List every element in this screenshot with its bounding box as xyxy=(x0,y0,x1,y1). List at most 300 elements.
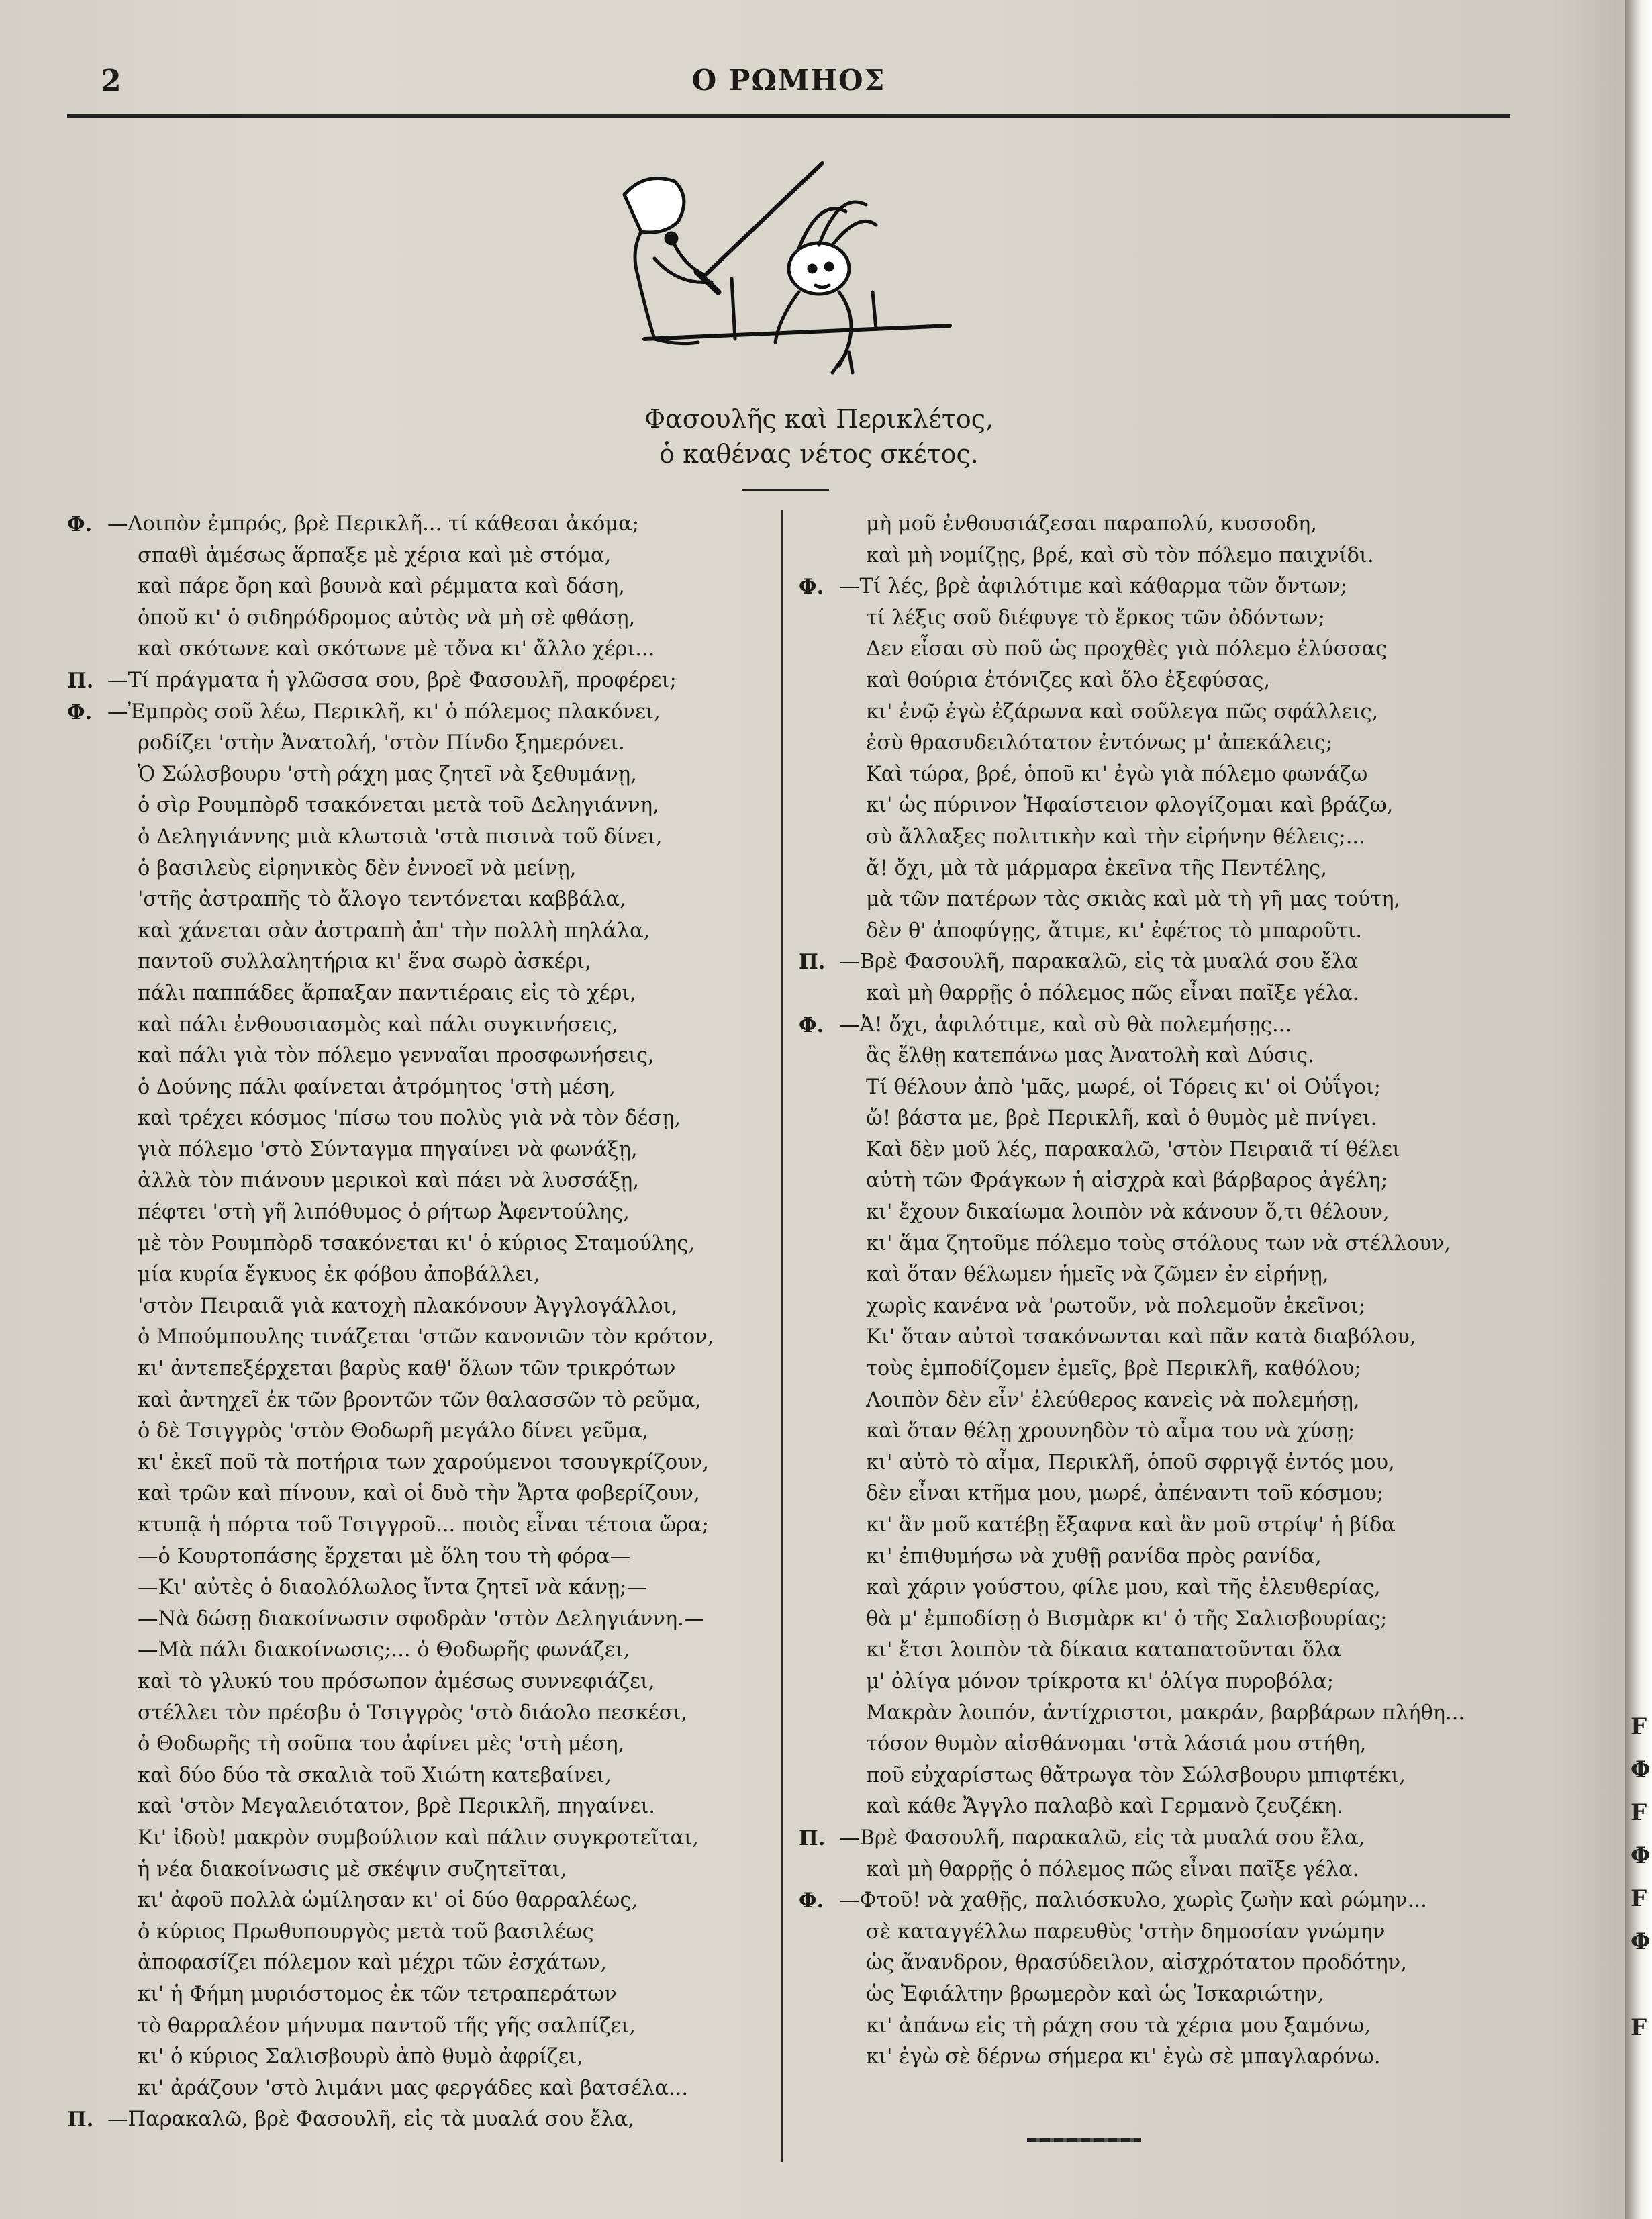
verse-text: χωρὶς κανένα νὰ 'ρωτοῦν, νὰ πολεμοῦν ἐκεῖνοι; xyxy=(866,1294,1366,1318)
speaker-label xyxy=(799,916,839,947)
verse-line xyxy=(799,884,1524,916)
verse-text: Μακρὰν λοιπόν, ἀντίχριστοι, μακράν, βαρβάρων πλήθη... xyxy=(866,1701,1465,1725)
verse-text: —Κι' αὐτὲς ὁ διαολόλωλος ἴντα ζητεῖ νὰ κάνῃ;— xyxy=(138,1576,648,1600)
verse-line xyxy=(799,1979,1524,2011)
speaker-label xyxy=(67,603,107,634)
verse-text: —Τί λές, βρὲ ἀφιλότιμε καὶ κάθαρμα τῶν ὄντων; xyxy=(839,575,1347,599)
edge-letter: Φ xyxy=(1631,1756,1651,1783)
verse-line xyxy=(67,1510,765,1542)
speaker-label: Π. xyxy=(799,950,826,975)
cartoon-illustration xyxy=(618,158,953,406)
verse-text: μὲ τὸν Ρουμπὸρδ τσακόνεται κι' ὁ κύριος Σταμούλης, xyxy=(138,1231,695,1256)
verse-text: δὲν θ' ἀποφύγῃς, ἄτιμε, κι' ἐφέτος τὸ μπαροῦτι. xyxy=(866,918,1363,943)
speaker-label xyxy=(799,1791,839,1823)
speaker-label xyxy=(67,1854,107,1886)
verse-text: ἄ! ὄχι, μὰ τὰ μάρμαρα ἐκεῖνα τῆς Πεντέλης, xyxy=(866,856,1327,880)
verse-line xyxy=(799,1823,1524,1854)
verse-line xyxy=(67,1041,765,1072)
verse-text: κι' ἐπιθυμήσω νὰ χυθῇ ρανίδα πρὸς ρανίδα, xyxy=(866,1544,1322,1568)
verse-text: καὶ πάλι ἐνθουσιασμὸς καὶ πάλι συγκινήσεις, xyxy=(138,1012,618,1037)
verse-text: —Βρὲ Φασουλῆ, παρακαλῶ, εἰς τὰ μυαλά σου ἔλα, xyxy=(839,1826,1365,1850)
verse-text: —Παρακαλῶ, βρὲ Φασουλῆ, εἰς τὰ μυαλά σου ἔλα, xyxy=(107,2108,635,2132)
speaker-label xyxy=(67,1291,107,1323)
verse-line xyxy=(67,1416,765,1448)
verse-text: καὶ πάλι γιὰ τὸν πόλεμο γενναῖαι προσφωνήσεις, xyxy=(138,1044,654,1068)
verse-line xyxy=(67,1229,765,1260)
speaker-label xyxy=(799,790,839,822)
speaker-label xyxy=(67,1322,107,1354)
verse-text: κι' ἀντεπεξέρχεται βαρὺς καθ' ὅλων τῶν τρικρότων xyxy=(138,1357,676,1381)
verse-line xyxy=(67,853,765,885)
edge-letter: F xyxy=(1631,1713,1647,1740)
verse-line xyxy=(67,1354,765,1385)
verse-text: ἐσὺ θρασυδειλότατον ἐντόνως μ' ἀπεκάλεις; xyxy=(866,731,1333,755)
edge-letter: Φ xyxy=(1631,1842,1651,1869)
speaker-label: Φ. xyxy=(799,1889,824,1914)
verse-text: καὶ χάνεται σὰν ἀστραπὴ ἀπ' τὴν πολλὴ πηλάλα, xyxy=(138,918,650,943)
verse-text: πάλι παππάδες ἅρπαξαν παντιέραις εἰς τὸ χέρι, xyxy=(138,981,637,1005)
speaker-label xyxy=(799,1260,839,1291)
speaker-label xyxy=(799,1542,839,1573)
speaker-label xyxy=(67,1416,107,1448)
speaker-label xyxy=(67,1385,107,1417)
verse-text: κι' ἐνῷ ἐγὼ ἐζάρωνα καὶ σοῦλεγα πῶς σφάλλεις, xyxy=(866,700,1379,724)
verse-text: δὲν εἶναι κτῆμα μου, μωρέ, ἀπέναντι τοῦ κόσμου; xyxy=(866,1482,1384,1506)
verse-text: —Λοιπὸν ἐμπρός, βρὲ Περικλῆ... τί κάθεσαι ἀκόμα; xyxy=(107,512,639,536)
verse-line xyxy=(799,1291,1524,1323)
speaker-label xyxy=(799,634,839,665)
verse-text: καὶ κάθε Ἄγγλο παλαβὸ καὶ Γερμανὸ ζευζέκη. xyxy=(866,1795,1343,1819)
verse-text: ὁ Δούνης πάλι φαίνεται ἀτρόμητος 'στὴ μέση, xyxy=(138,1075,616,1099)
speaker-label xyxy=(67,1542,107,1573)
caption-line-1: Φασουλῆς καὶ Περικλέτος, xyxy=(644,404,994,434)
newspaper-title: Ο ΡΩΜΗΟΣ xyxy=(691,64,886,97)
verse-text: Καὶ τώρα, βρέ, ὁποῦ κι' ἐγὼ γιὰ πόλεμο φωνάζω xyxy=(866,762,1368,786)
speaker-label xyxy=(799,759,839,791)
speaker-label xyxy=(67,1823,107,1854)
verse-text: καὶ μὴ θαρρῇς ὁ πόλεμος πῶς εἶναι παῖξε γέλα. xyxy=(866,1857,1359,1881)
speaker-label xyxy=(67,1072,107,1104)
speaker-label xyxy=(799,540,839,572)
speaker-label xyxy=(67,1698,107,1730)
verse-line xyxy=(67,1885,765,1917)
speaker-label xyxy=(799,2011,839,2042)
verse-line xyxy=(799,1698,1524,1730)
verse-line xyxy=(67,1291,765,1323)
verse-text: καὶ 'στὸν Μεγαλειότατον, βρὲ Περικλῆ, πηγαίνει. xyxy=(138,1795,656,1819)
edge-letter: Φ xyxy=(1631,1928,1651,1955)
verse-text: μ' ὀλίγα μόνον τρίκροτα κι' ὀλίγα πυροβόλα; xyxy=(866,1669,1334,1693)
verse-text: τί λέξις σοῦ διέφυγε τὸ ἕρκος τῶν ὀδόντων; xyxy=(866,606,1325,630)
verse-line xyxy=(799,540,1524,572)
verse-text: —ὁ Κουρτοπάσης ἔρχεται μὲ ὅλη του τὴ φόρα— xyxy=(138,1544,631,1568)
verse-text: Λοιπὸν δὲν εἶν' ἐλεύθερος κανεὶς νὰ πολεμήσῃ, xyxy=(866,1388,1360,1412)
verse-text: κι' ἀφοῦ πολλὰ ὡμίλησαν κι' οἱ δύο θαρραλέως, xyxy=(138,1889,638,1913)
speaker-label xyxy=(799,1103,839,1135)
verse-text: ἡ νέα διακοίνωσις μὲ σκέψιν συζητεῖται, xyxy=(138,1857,567,1881)
verse-line xyxy=(799,634,1524,665)
verse-text: καὶ πάρε ὄρη καὶ βουνὰ καὶ ρέμματα καὶ δάση, xyxy=(138,575,625,599)
verse-line xyxy=(799,1448,1524,1479)
verse-text: Ὁ Σώλσβουρυ 'στὴ ράχη μας ζητεῖ νὰ ξεθυμάνῃ, xyxy=(138,762,637,786)
verse-text: κι' ὡς πύρινον Ἡφαίστειον φλογίζομαι καὶ βράζω, xyxy=(866,794,1394,818)
verse-line xyxy=(799,853,1524,885)
verse-line xyxy=(799,1103,1524,1135)
speaker-label xyxy=(67,1166,107,1197)
verse-line xyxy=(799,1354,1524,1385)
verse-line xyxy=(67,2104,765,2136)
speaker-label: Π. xyxy=(799,1826,826,1850)
speaker-label xyxy=(67,1885,107,1917)
speaker-label xyxy=(799,1072,839,1104)
verse-line xyxy=(799,1760,1524,1792)
verse-text: κι' ἀπάνω εἰς τὴ ράχη σου τὰ χέρια μου ξαμόνω, xyxy=(866,2014,1371,2038)
speaker-label xyxy=(799,1229,839,1260)
speaker-label xyxy=(67,884,107,916)
verse-line xyxy=(67,1260,765,1291)
verse-line xyxy=(799,1135,1524,1166)
verse-line xyxy=(799,1041,1524,1072)
speaker-label xyxy=(799,1291,839,1323)
speaker-label xyxy=(799,1478,839,1510)
speaker-label xyxy=(67,822,107,853)
verse-line xyxy=(799,1666,1524,1698)
verse-line xyxy=(799,1197,1524,1229)
speaker-label xyxy=(67,1635,107,1666)
verse-text: τὸ θαρραλέον μήνυμα παντοῦ τῆς γῆς σαλπίζει, xyxy=(138,2014,636,2038)
verse-text: μὴ μοῦ ἐνθουσιάζεσαι παραπολύ, κυσσοδη, xyxy=(866,512,1317,536)
verse-line xyxy=(67,1948,765,1979)
verse-text: κι' αὐτὸ τὸ αἷμα, Περικλῆ, ὁποῦ σφριγᾷ ἐντός μου, xyxy=(866,1450,1395,1474)
speaker-label xyxy=(67,759,107,791)
verse-line xyxy=(67,1542,765,1573)
verse-text: ὁποῦ κι' ὁ σιδηρόδρομος αὐτὸς νὰ μὴ σὲ φθάσῃ, xyxy=(138,606,636,630)
verse-line xyxy=(799,1416,1524,1448)
speaker-label xyxy=(67,1260,107,1291)
verse-text: καὶ τρέχει κόσμος 'πίσω του πολὺς γιὰ νὰ τὸν δέσῃ, xyxy=(138,1106,681,1131)
verse-line xyxy=(67,1478,765,1510)
verse-line xyxy=(799,2042,1524,2073)
verse-text: κι' ἔτσι λοιπὸν τὰ δίκαια καταπατοῦνται ὅλα xyxy=(866,1638,1342,1662)
speaker-label: Φ. xyxy=(799,575,824,600)
speaker-label xyxy=(67,978,107,1010)
verse-line xyxy=(67,1823,765,1854)
speaker-label xyxy=(799,853,839,885)
speaker-label xyxy=(799,509,839,540)
speaker-label xyxy=(799,1729,839,1760)
verse-line xyxy=(799,1260,1524,1291)
speaker-label xyxy=(799,1385,839,1417)
verse-text: ἂς ἔλθῃ κατεπάνω μας Ἀνατολὴ καὶ Δύσις. xyxy=(866,1044,1314,1068)
verse-line xyxy=(67,1197,765,1229)
verse-text: καὶ μὴ θαρρῇς ὁ πόλεμος πῶς εἶναι παῖξε γέλα. xyxy=(866,981,1359,1005)
verse-text: παντοῦ συλλαλητήρια κι' ἕνα σωρὸ ἀσκέρι, xyxy=(138,950,592,974)
verse-line xyxy=(799,790,1524,822)
speaker-label: Φ. xyxy=(67,700,93,724)
speaker-label xyxy=(67,1103,107,1135)
verse-line xyxy=(67,1072,765,1104)
verse-text: καὶ τὸ γλυκύ του πρόσωπον ἀμέσως συννεφιάζει, xyxy=(138,1669,655,1693)
verse-line xyxy=(67,1572,765,1604)
verse-text: Τί θέλουν ἀπὸ 'μᾶς, μωρέ, οἱ Τόρεις κι' οἱ Οὐΐγοι; xyxy=(866,1075,1381,1099)
speaker-label xyxy=(67,1666,107,1698)
verse-text: σὲ καταγγέλλω παρευθὺς 'στὴν δημοσίαν γνώμην xyxy=(866,1920,1386,1944)
speaker-label xyxy=(67,1572,107,1604)
verse-line xyxy=(799,1510,1524,1542)
caption-rule xyxy=(742,489,829,491)
speaker-label xyxy=(67,571,107,603)
verse-text: —Ἀ! ὄχι, ἀφιλότιμε, καὶ σὺ θὰ πολεμήσῃς... xyxy=(839,1012,1292,1037)
speaker-label: Π. xyxy=(67,2108,94,2132)
verse-text: καὶ ἀντηχεῖ ἐκ τῶν βροντῶν τῶν θαλασσῶν τὸ ρεῦμα, xyxy=(138,1388,702,1412)
speaker-label xyxy=(799,1854,839,1886)
verse-text: καὶ δύο δύο τὰ σκαλιὰ τοῦ Χιώτη κατεβαίνει, xyxy=(138,1763,612,1787)
verse-line xyxy=(67,1760,765,1792)
verse-line xyxy=(67,634,765,665)
verse-text: Δεν εἶσαι σὺ ποῦ ὡς προχθὲς γιὰ πόλεμο ἐλύσσας xyxy=(866,637,1388,661)
verse-line xyxy=(67,1854,765,1886)
verse-line xyxy=(799,1854,1524,1886)
page-number: 2 xyxy=(101,64,122,98)
speaker-label xyxy=(799,1041,839,1072)
verse-line xyxy=(67,822,765,853)
verse-text: κι' ὁ κύριος Σαλισβουρὺ ἀπὸ θυμὸ ἀφρίζει, xyxy=(138,2045,584,2069)
speaker-label xyxy=(67,1791,107,1823)
verse-line xyxy=(799,1385,1524,1417)
speaker-label xyxy=(799,1917,839,1948)
verse-line xyxy=(67,697,765,728)
verse-line xyxy=(67,1666,765,1698)
verse-line xyxy=(67,1791,765,1823)
verse-text: ὁ βασιλεὺς εἰρηνικὸς δὲν ἐννοεῖ νὰ μείνῃ, xyxy=(138,856,577,880)
verse-text: Καὶ δὲν μοῦ λές, παρακαλῶ, 'στὸν Πειραιᾶ τί θέλει xyxy=(866,1137,1401,1162)
verse-text: ποῦ εὐχαρίστως θἄτρωγα τὸν Σώλσβουρυ μπιφτέκι, xyxy=(866,1763,1406,1787)
verse-line xyxy=(67,978,765,1010)
verse-line xyxy=(799,2011,1524,2042)
verse-text: 'στὸν Πειραιᾶ γιὰ κατοχὴ πλακόνουν Ἀγγλογάλλοι, xyxy=(138,1294,678,1318)
verse-line xyxy=(799,1322,1524,1354)
verse-text: —Μὰ πάλι διακοίνωσις;... ὁ Θοδωρῆς φωνάζει, xyxy=(138,1638,630,1662)
verse-text: ὁ Μπούμπουλης τινάζεται 'στῶν κανονιῶν τὸν κρότον, xyxy=(138,1325,714,1350)
speaker-label xyxy=(67,916,107,947)
edge-letter xyxy=(1631,1963,1651,2006)
verse-text: καὶ ὅταν θέλωμεν ἡμεῖς νὰ ζῶμεν ἐν εἰρήνῃ, xyxy=(866,1263,1329,1287)
speaker-label xyxy=(67,1041,107,1072)
verse-line xyxy=(67,1385,765,1417)
verse-line xyxy=(67,1135,765,1166)
left-column xyxy=(67,509,765,2136)
verse-line xyxy=(67,2042,765,2073)
verse-text: καὶ ὅταν θέλῃ χρουνηδὸν τὸ αἷμα του νὰ χύσῃ; xyxy=(866,1419,1355,1444)
speaker-label xyxy=(799,1197,839,1229)
speaker-label xyxy=(67,947,107,978)
verse-line xyxy=(799,947,1524,978)
verse-text: μία κυρία ἔγκυος ἐκ φόβου ἀποβάλλει, xyxy=(138,1263,540,1287)
verse-text: ἀλλὰ τὸν πιάνουν μερικοὶ καὶ πάει νὰ λυσσάξῃ, xyxy=(138,1169,640,1193)
verse-text: θὰ μ' ἐμποδίσῃ ὁ Βισμὰρκ κι' ὁ τῆς Σαλισβουρίας; xyxy=(866,1607,1388,1631)
verse-text: —Φτοῦ! νὰ χαθῇς, παλιόσκυλο, χωρὶς ζωὴν καὶ ρώμην... xyxy=(839,1889,1427,1913)
verse-line xyxy=(799,1072,1524,1104)
speaker-label xyxy=(67,1510,107,1542)
verse-text: στέλλει τὸν πρέσβυ ὁ Τσιγγρὸς 'στὸ διάολο πεσκέσι, xyxy=(138,1701,688,1725)
verse-line xyxy=(67,665,765,697)
cartoon-caption xyxy=(470,402,1168,471)
speaker-label: Φ. xyxy=(67,512,93,536)
verse-text: καὶ τρῶν καὶ πίνουν, καὶ οἱ δυὸ τὴν Ἄρτα φοβερίζουν, xyxy=(138,1482,700,1506)
speaker-label xyxy=(799,1604,839,1636)
speaker-label xyxy=(67,1135,107,1166)
column-divider xyxy=(781,510,783,2162)
speaker-label xyxy=(67,1478,107,1510)
verse-text: σὺ ἄλλαξες πολιτικὴν καὶ τὴν εἰρήνην θέλεις;... xyxy=(866,824,1365,849)
verse-line xyxy=(799,603,1524,634)
verse-text: σπαθὶ ἀμέσως ἅρπαξε μὲ χέρια καὶ μὲ στόμα, xyxy=(138,543,612,567)
verse-text: ὡς ἄνανδρον, θρασύδειλον, αἰσχρότατον προδότην, xyxy=(866,1951,1408,1975)
verse-text: ὁ δὲ Τσιγγρὸς 'στὸν Θοδωρῆ μεγάλο δίνει γεῦμα, xyxy=(138,1419,649,1444)
verse-text: —Βρὲ Φασουλῆ, παρακαλῶ, εἰς τὰ μυαλά σου ἔλα xyxy=(839,950,1359,974)
speaker-label xyxy=(67,1729,107,1760)
speaker-label xyxy=(799,978,839,1010)
verse-line xyxy=(799,1010,1524,1041)
verse-line xyxy=(799,1542,1524,1573)
verse-text: Κι' ἰδοὺ! μακρὸν συμβούλιον καὶ πάλιν συγκροτεῖται, xyxy=(138,1826,699,1850)
verse-text: αὐτὴ τῶν Φράγκων ἡ αἰσχρὰ καὶ βάρβαρος ἀγέλη; xyxy=(866,1169,1388,1193)
speaker-label xyxy=(799,1416,839,1448)
verse-text: ὡς Ἐφιάλτην βρωμερὸν καὶ ὡς Ἰσκαριώτην, xyxy=(866,1982,1324,2006)
verse-line xyxy=(67,884,765,916)
speaker-label xyxy=(67,2042,107,2073)
verse-line xyxy=(67,1103,765,1135)
verse-line xyxy=(799,1791,1524,1823)
verse-line xyxy=(67,1979,765,2011)
verse-text: κι' ἅμα ζητοῦμε πόλεμο τοὺς στόλους των νὰ στέλλουν, xyxy=(866,1231,1451,1256)
verse-line xyxy=(799,1572,1524,1604)
verse-text: —Ἐμπρὸς σοῦ λέω, Περικλῆ, κι' ὁ πόλεμος πλακόνει, xyxy=(107,700,661,724)
verse-line xyxy=(799,1604,1524,1636)
verse-line xyxy=(799,822,1524,853)
speaker-label xyxy=(799,603,839,634)
speaker-label xyxy=(67,634,107,665)
verse-line xyxy=(67,2011,765,2042)
speaker-label xyxy=(67,540,107,572)
verse-text: πέφτει 'στὴ γῆ λιπόθυμος ὁ ρήτωρ Ἀφεντούλης, xyxy=(138,1200,630,1225)
verse-text: κι' ἂν μοῦ κατέβῃ ἔξαφνα καὶ ἂν μοῦ στρίψ' ἡ βίδα xyxy=(866,1513,1396,1537)
verse-line xyxy=(799,697,1524,728)
speaker-label xyxy=(799,822,839,853)
verse-text: ὤ! βάστα με, βρὲ Περικλῆ, καὶ ὁ θυμὸς μὲ πνίγει. xyxy=(866,1106,1377,1131)
verse-line xyxy=(799,509,1524,540)
speaker-label xyxy=(67,1760,107,1792)
caption-line-2: ὁ καθένας νέτος σκέτος. xyxy=(659,439,979,469)
verse-line xyxy=(799,1917,1524,1948)
verse-line xyxy=(799,1885,1524,1917)
verse-line xyxy=(799,978,1524,1010)
speaker-label xyxy=(67,2073,107,2105)
speaker-label xyxy=(67,790,107,822)
verse-line xyxy=(799,916,1524,947)
verse-line xyxy=(799,1166,1524,1197)
verse-line xyxy=(799,1729,1524,1760)
speaker-label xyxy=(799,1666,839,1698)
verse-line xyxy=(799,1948,1524,1979)
verse-text: καὶ μὴ νομίζῃς, βρέ, καὶ σὺ τὸν πόλεμο παιχνίδι. xyxy=(866,543,1374,567)
edge-letter: F xyxy=(1631,1885,1647,1912)
verse-line xyxy=(67,916,765,947)
speaker-label xyxy=(799,665,839,697)
verse-text: τοὺς ἐμποδίζομεν ἐμεῖς, βρὲ Περικλῆ, καθόλου; xyxy=(866,1357,1361,1381)
verse-text: καὶ χάριν γούστου, φίλε μου, καὶ τῆς ἐλευθερίας, xyxy=(866,1576,1381,1600)
verse-line xyxy=(67,1635,765,1666)
speaker-label xyxy=(799,1979,839,2011)
end-rule xyxy=(1027,2138,1141,2142)
verse-text: μὰ τῶν πατέρων τὰς σκιὰς καὶ μὰ τὴ γῆ μας τούτη, xyxy=(866,888,1401,912)
speaker-label xyxy=(799,2042,839,2073)
verse-text: καὶ θούρια ἐτόνιζες καὶ ὅλο ἐξεφύσας, xyxy=(866,668,1271,692)
verse-text: κι' ἀράζουν 'στὸ λιμάνι μας φεργάδες καὶ βατσέλα... xyxy=(138,2076,689,2100)
verse-text: —Νὰ δώσῃ διακοίνωσιν σφοδρὰν 'στὸν Δεληγιάννη.— xyxy=(138,1607,705,1631)
verse-line xyxy=(799,759,1524,791)
verse-text: ροδίζει 'στὴν Ἀνατολή, 'στὸν Πίνδο ξημερόνει. xyxy=(138,731,625,755)
verse-text: κι' ἐγὼ σὲ δέρνω σήμερα κι' ἐγὼ σὲ μπαγλαρόνω. xyxy=(866,2045,1381,2069)
verse-text: ὁ κύριος Πρωθυπουργὸς μετὰ τοῦ βασιλέως xyxy=(138,1920,594,1944)
verse-line xyxy=(67,2073,765,2105)
speaker-label xyxy=(799,1322,839,1354)
verse-line xyxy=(67,540,765,572)
right-column xyxy=(799,509,1524,2073)
verse-line xyxy=(67,1322,765,1354)
speaker-label xyxy=(67,1948,107,1979)
verse-line xyxy=(67,1917,765,1948)
speaker-label xyxy=(799,1448,839,1479)
speaker-label xyxy=(799,1510,839,1542)
verse-text: γιὰ πόλεμο 'στὸ Σύνταγμα πηγαίνει νὰ φωνάξῃ, xyxy=(138,1137,638,1162)
verse-line xyxy=(799,1229,1524,1260)
verse-text: κι' ἡ Φήμη μυριόστομος ἐκ τῶν τετραπεράτων xyxy=(138,1982,617,2006)
verse-text: —Τί πράγματα ἡ γλῶσσα σου, βρὲ Φασουλῆ, προφέρει; xyxy=(107,668,677,692)
speaker-label xyxy=(799,1635,839,1666)
speaker-label xyxy=(67,1197,107,1229)
adjacent-page-letters xyxy=(1631,1705,1651,2049)
speaker-label xyxy=(799,1572,839,1604)
verse-line xyxy=(67,1448,765,1479)
edge-letter: F xyxy=(1631,2014,1647,2041)
verse-line xyxy=(67,759,765,791)
verse-text: Κι' ὅταν αὐτοὶ τσακόνωνται καὶ πᾶν κατὰ διαβόλου, xyxy=(866,1325,1416,1350)
verse-text: κι' ἐκεῖ ποῦ τὰ ποτήρια των χαρούμενοι τσουγκρίζουν, xyxy=(138,1450,710,1474)
speaker-label xyxy=(67,1979,107,2011)
speaker-label xyxy=(67,2011,107,2042)
verse-text: ὁ σὶρ Ρουμπὸρδ τσακόνεται μετὰ τοῦ Δεληγιάννη, xyxy=(138,794,659,818)
speaker-label xyxy=(67,1448,107,1479)
verse-line xyxy=(67,571,765,603)
speaker-label xyxy=(67,1229,107,1260)
speaker-label xyxy=(799,884,839,916)
page-header xyxy=(67,57,1510,117)
speaker-label xyxy=(799,1135,839,1166)
verse-line xyxy=(67,603,765,634)
verse-line xyxy=(67,1698,765,1730)
speaker-label xyxy=(799,1948,839,1979)
verse-line xyxy=(67,509,765,540)
verse-line xyxy=(799,1478,1524,1510)
verse-line xyxy=(67,1166,765,1197)
verse-line xyxy=(799,665,1524,697)
verse-text: κτυπᾷ ἡ πόρτα τοῦ Τσιγγροῦ... ποιὸς εἶναι τέτοια ὥρα; xyxy=(138,1513,709,1537)
speaker-label xyxy=(67,1354,107,1385)
verse-text: κι' ἔχουν δικαίωμα λοιπὸν νὰ κάνουν ὅ,τι θέλουν, xyxy=(866,1200,1390,1225)
speaker-label xyxy=(67,853,107,885)
speaker-label: Π. xyxy=(67,668,94,693)
